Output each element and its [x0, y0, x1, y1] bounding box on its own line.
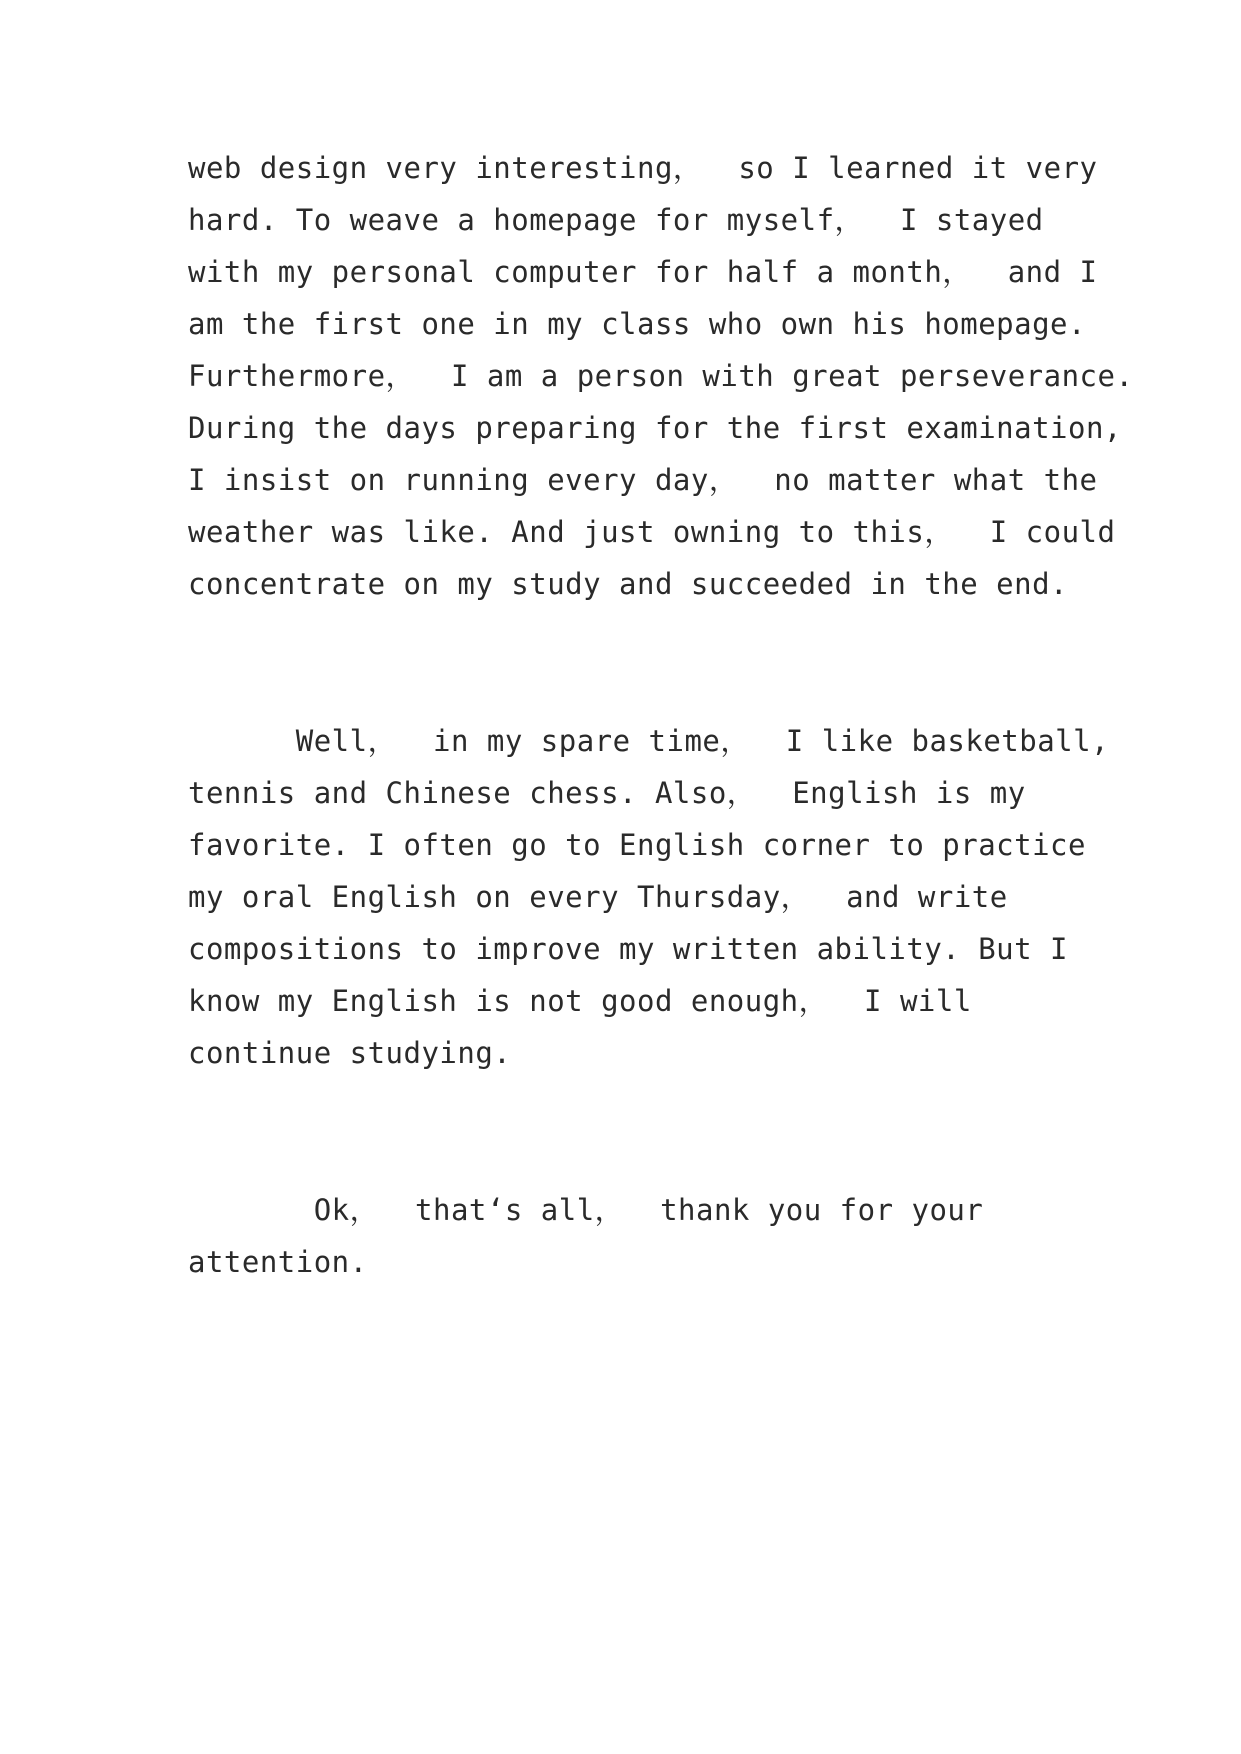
text-line: compositions to improve my written ability. But I [188, 932, 1069, 966]
text-line: know my English is not good enough， I will [188, 984, 972, 1018]
text-line: with my personal computer for half a month， and I [188, 255, 1098, 289]
text-line: tennis and Chinese chess. Also， English is my [188, 776, 1026, 810]
text-line: favorite. I often go to English corner to practice [188, 828, 1086, 862]
text-line: During the days preparing for the first examination, [188, 411, 1122, 445]
text-line: Ok， that‘s all， thank you for your [188, 1193, 984, 1227]
text-line: attention. [188, 1245, 368, 1279]
text-line: Well， in my spare time， I like basketball, [188, 724, 1110, 758]
text-line: weather was like. And just owning to this， I could [188, 515, 1116, 549]
text-line: concentrate on my study and succeeded in the end. [188, 567, 1069, 601]
text-line: Furthermore， I am a person with great perseverance. [188, 359, 1134, 393]
text-line: web design very interesting， so I learned it very [188, 151, 1098, 185]
text-line: hard. To weave a homepage for myself， I stayed [188, 203, 1044, 237]
text-line: my oral English on every Thursday， and write [188, 880, 1008, 914]
text-line: I insist on running every day， no matter what the [188, 463, 1098, 497]
text-line: am the first one in my class who own his homepage. [188, 307, 1086, 341]
text-line: continue studying. [188, 1036, 512, 1070]
